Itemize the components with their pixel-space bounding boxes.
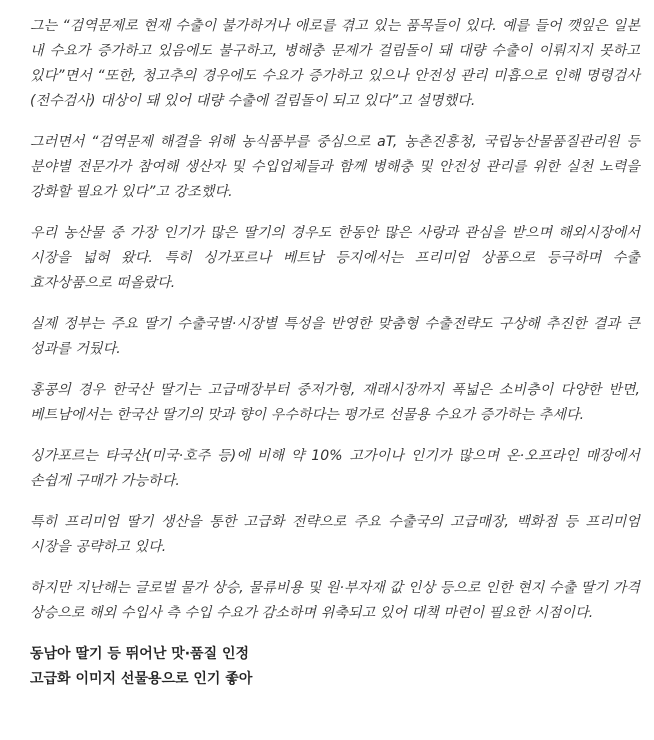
paragraph-6: 싱가포르는 타국산(미국·호주 등)에 비해 약 10% 고가이나 인기가 많으며 온·오프라인 매장에서 손쉽게 구매가 가능하다. (30, 448, 640, 489)
paragraph-7: 특히 프리미엄 딸기 생산을 통한 고급화 전략으로 주요 수출국의 고급매장, 백화점 등 프리미엄 시장을 공략하고 있다. (30, 514, 640, 555)
paragraph-2: 그러면서 “검역문제 해결을 위해 농식품부를 중심으로 aT, 농촌진흥청, 국립농산물품질관리원 등 분야별 전문가가 참여해 생산자 및 수입업체들과 함께 병해충 및 안전성 관리를 위한 실천 노력을 강화할 필요가 있다”고 강조했다. (30, 134, 640, 200)
subheading-2: 고급화 이미지 선물용으로 인기 좋아 (30, 671, 253, 687)
paragraph-1: 그는 “검역문제로 현재 수출이 불가하거나 애로를 겪고 있는 품목들이 있다. 예를 들어 깻잎은 일본 내 수요가 증가하고 있음에도 불구하고, 병해충 문제가 걸림돌이 돼 대량 수출이 이뤄지지 못하고 있다”면서 “또한, 청고추의 경우에도 수요가 증가하고 있으나 안전성 관리 미흡으로 인해 명령검사(전수검사) 대상이 돼 있어 대량 수출에 걸림돌이 되고 있다”고 설명했다. (30, 18, 640, 109)
subheading-group (30, 642, 640, 692)
paragraph-3: 우리 농산물 중 가장 인기가 많은 딸기의 경우도 한동안 많은 사랑과 관심을 받으며 해외시장에서 시장을 넓혀 왔다. 특히 싱가포르나 베트남 등지에서는 프리미엄 상품으로 등극하며 수출 효자상품으로 떠올랐다. (30, 225, 640, 291)
paragraph-8: 하지만 지난해는 글로벌 물가 상승, 물류비용 및 원·부자재 값 인상 등으로 인한 현지 수출 딸기 가격 상승으로 해외 수입사 측 수입 수요가 감소하며 위축되고 있어 대책 마련이 필요한 시점이다. (30, 580, 640, 621)
subheading-1: 동남아 딸기 등 뛰어난 맛·품질 인정 (30, 646, 250, 662)
article-body (30, 14, 640, 692)
paragraph-4: 실제 정부는 주요 딸기 수출국별·시장별 특성을 반영한 맞춤형 수출전략도 구상해 추진한 결과 큰 성과를 거뒀다. (30, 316, 640, 357)
paragraph-5: 홍콩의 경우 한국산 딸기는 고급매장부터 중저가형, 재래시장까지 폭넓은 소비층이 다양한 반면, 베트남에서는 한국산 딸기의 맛과 향이 우수하다는 평가로 선물용 수요가 증가하는 추세다. (30, 382, 640, 423)
